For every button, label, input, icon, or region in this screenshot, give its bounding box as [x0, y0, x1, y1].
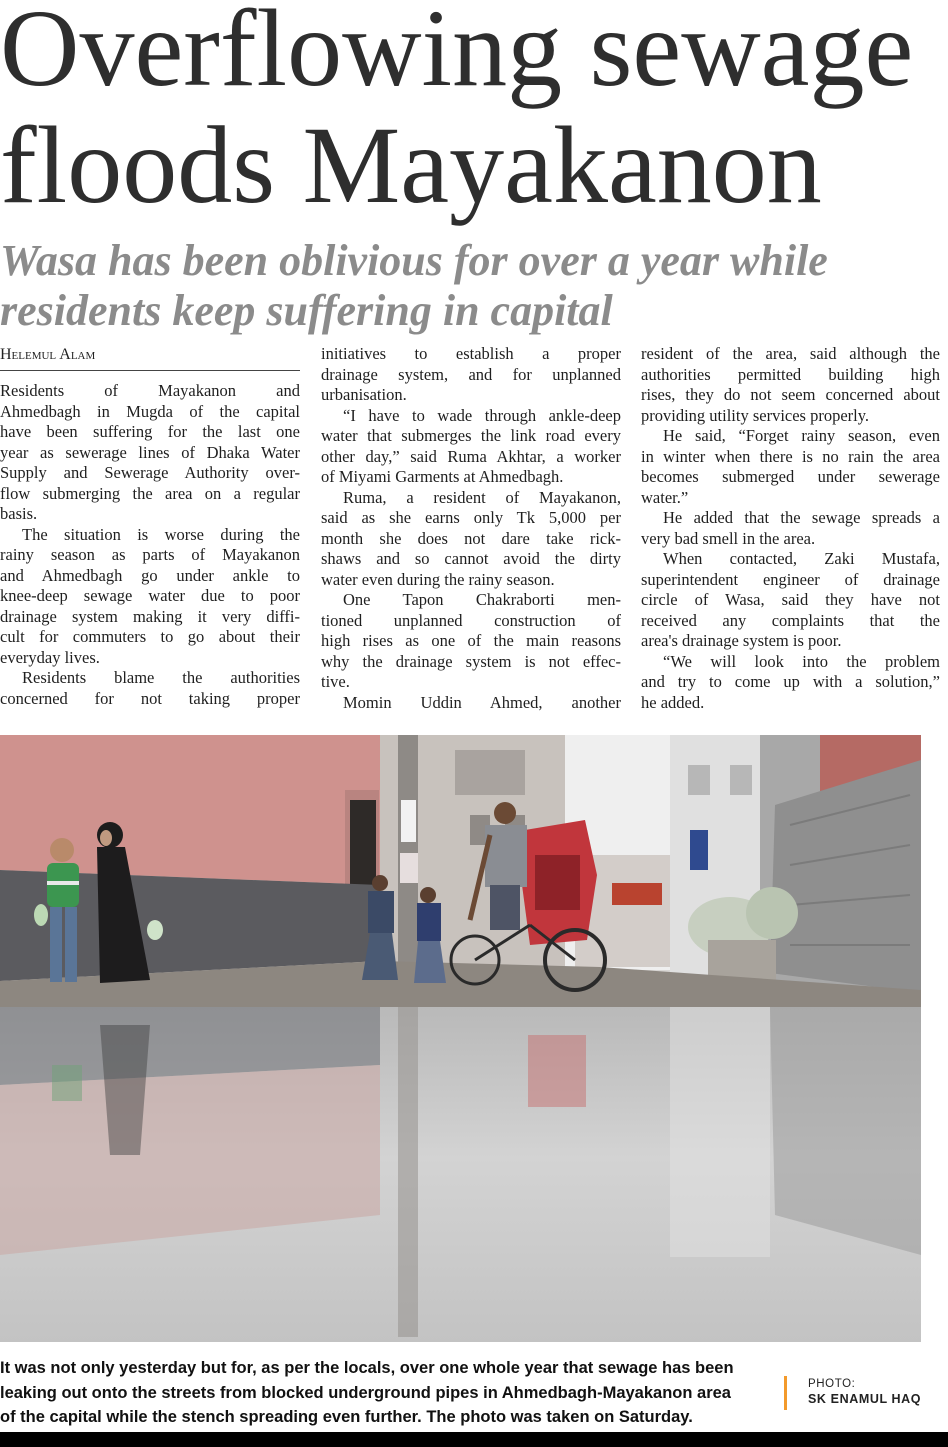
- pink-wall: [0, 735, 380, 885]
- article-text-line: basis.: [0, 504, 38, 523]
- byline: Helemul Alam: [0, 343, 300, 371]
- article-text-line: why the drainage system is not effec-: [321, 651, 621, 671]
- article-text-line: drainage system, and for unplanned: [321, 364, 621, 384]
- article-text-line: water even during the rainy season.: [321, 569, 555, 589]
- rickshaw-seat: [535, 855, 580, 910]
- article-paragraph: [641, 344, 940, 426]
- article-text-line: tioned unplanned construction of: [321, 610, 621, 630]
- article-text-line: received any complaints that the: [641, 610, 940, 630]
- pole-sign: [400, 853, 418, 883]
- article-text-line: becomes submerged under sewerage: [641, 467, 940, 486]
- photographer-name: SK ENAMUL HAQ: [808, 1392, 922, 1406]
- photo-credit: [808, 1377, 921, 1407]
- article-paragraph: [321, 693, 621, 714]
- article-text-line: concerned for not taking proper: [0, 688, 300, 708]
- article-text-line: and Ahmedbagh go under ankle to: [0, 565, 300, 585]
- article-text-line: “I have to wade through ankle-deep: [343, 405, 621, 425]
- article-text-line: providing utility services properly.: [641, 405, 870, 425]
- headline-line-1: Overflowing sewage: [0, 0, 914, 109]
- article-column-1: [0, 381, 300, 709]
- child-reflection: [52, 1065, 82, 1101]
- article-text-line: Ahmedbagh in Mugda of the capital: [0, 401, 300, 421]
- article-paragraph: [641, 652, 940, 714]
- article-text-line: month she does not dare take rick-: [321, 528, 621, 548]
- pole-sign: [401, 800, 416, 842]
- article-paragraph: [641, 549, 940, 652]
- article-text-line: He added that the sewage spreads a: [663, 508, 940, 527]
- building-reflection: [670, 1007, 770, 1257]
- child-bag: [34, 904, 48, 926]
- headline: [0, 0, 913, 224]
- article-text-line: high rises as one of the main reasons: [321, 631, 621, 650]
- article-text-line: Supply and Sewerage Authority over-: [0, 463, 300, 482]
- article-text-line: of Miyami Garments at Ahmedbagh.: [321, 467, 564, 486]
- article-text-line: water.”: [641, 487, 689, 507]
- article-text-line: resident of the area, said although the: [641, 344, 940, 363]
- woman-face: [100, 830, 112, 846]
- article-column-2: [321, 344, 621, 713]
- article-text-line: Momin Uddin Ahmed, another: [343, 692, 621, 712]
- balcony: [455, 750, 525, 795]
- news-photo: [0, 735, 921, 1342]
- caption-line-1: It was not only yesterday but for, as per the locals, over one whole year that sewage has been: [0, 1359, 734, 1377]
- article-paragraph: [321, 344, 621, 406]
- page-footer-bar: [0, 1432, 948, 1447]
- article-text-line: cult for commuters to go about their: [0, 627, 300, 646]
- sack: [746, 887, 798, 939]
- child-leg: [50, 907, 62, 982]
- article-text-line: year as sewerage lines of Dhaka Water: [0, 442, 300, 462]
- photo-scene: [0, 735, 921, 1342]
- subheadline-line-1: Wasa has been oblivious for over a year while: [0, 236, 828, 285]
- article-text-line: When contacted, Zaki Mustafa,: [663, 549, 940, 568]
- article-text-line: Residents of Mayakanon and: [0, 381, 300, 400]
- shirt-stripe: [47, 881, 79, 885]
- blue-sign: [690, 830, 708, 870]
- rickshaw-puller-lungi: [490, 885, 520, 930]
- walker-head: [372, 875, 388, 891]
- credit-accent-bar: [784, 1376, 787, 1410]
- article-text-line: rainy season as parts of Mayakanon: [0, 545, 300, 564]
- article-text-line: The situation is worse during the: [22, 524, 300, 544]
- article-text-line: shaws and so cannot avoid the dirty: [321, 549, 621, 568]
- article-text-line: rises, they do not seem concerned about: [641, 385, 940, 404]
- article-paragraph: [321, 590, 621, 693]
- subheadline: [0, 236, 828, 336]
- rickshaw-puller-head: [494, 802, 516, 824]
- article-text-line: said as she earns only Tk 5,000 per: [321, 508, 621, 527]
- article-text-line: circle of Wasa, said they have not: [641, 590, 940, 609]
- child-leg: [65, 907, 77, 982]
- article-paragraph: [0, 381, 300, 525]
- caption-line-3: of the capital while the stench spreading even further. The photo was taken on Saturday.: [0, 1408, 693, 1426]
- article-paragraph: [0, 525, 300, 669]
- article-text-line: authorities permitted building high: [641, 364, 940, 384]
- article-text-line: everyday lives.: [0, 647, 100, 667]
- article-text-line: knee-deep sewage water due to poor: [0, 586, 300, 605]
- article-text-line: and try to come up with a solution,”: [641, 672, 940, 691]
- window: [730, 765, 752, 795]
- article-text-line: One Tapon Chakraborti men-: [343, 590, 621, 609]
- window: [688, 765, 710, 795]
- article-text-line: flow submerging the area on a regular: [0, 483, 300, 503]
- article-paragraph: [641, 508, 940, 549]
- article-text-line: Ruma, a resident of Mayakanon,: [343, 487, 621, 507]
- photo-caption: [0, 1356, 770, 1430]
- article-column-3: [641, 344, 940, 713]
- article-text-line: very bad smell in the area.: [641, 528, 816, 548]
- article-text-line: superintendent engineer of drainage: [641, 569, 940, 589]
- article-paragraph: [0, 668, 300, 709]
- article-text-line: drainage system making it very diffi-: [0, 606, 300, 626]
- caption-line-2: leaking out onto the streets from blocked underground pipes in Ahmedbagh-Mayakanon area: [0, 1383, 731, 1402]
- subheadline-line-2: residents keep suffering in capital: [0, 286, 613, 335]
- article-text-line: he added.: [641, 692, 705, 712]
- article-text-line: other day,” said Ruma Akhtar, a worker: [321, 446, 621, 466]
- article-text-line: He said, “Forget rainy season, even: [663, 426, 940, 445]
- article-text-line: “We will look into the problem: [663, 651, 940, 671]
- child-head: [50, 838, 74, 862]
- article-text-line: Residents blame the authorities: [22, 668, 300, 687]
- article-text-line: in winter when there is no rain the area: [641, 446, 940, 466]
- article-text-line: initiatives to establish a proper: [321, 344, 621, 363]
- woman-bag: [147, 920, 163, 940]
- distant-sign: [612, 883, 662, 905]
- walker-jacket: [368, 891, 394, 933]
- article-paragraph: [321, 406, 621, 488]
- article-paragraph: [321, 488, 621, 591]
- article-text-line: urbanisation.: [321, 385, 407, 404]
- pole-reflection: [398, 1007, 418, 1337]
- walker-head: [420, 887, 436, 903]
- rickshaw-reflection: [528, 1035, 586, 1107]
- rickshaw-puller-shirt: [485, 825, 527, 887]
- article-text-line: water that submerges the link road every: [321, 426, 621, 445]
- article-text-line: tive.: [321, 672, 350, 691]
- article-text-line: area's drainage system is poor.: [641, 631, 842, 650]
- article-text-line: have been suffering for the last one: [0, 422, 300, 441]
- slab-reflection: [770, 1007, 921, 1255]
- article-paragraph: [641, 426, 940, 508]
- headline-line-2: floods Mayakanon: [0, 104, 822, 226]
- photo-credit-label: PHOTO:: [808, 1378, 856, 1390]
- walker-jacket: [417, 903, 441, 941]
